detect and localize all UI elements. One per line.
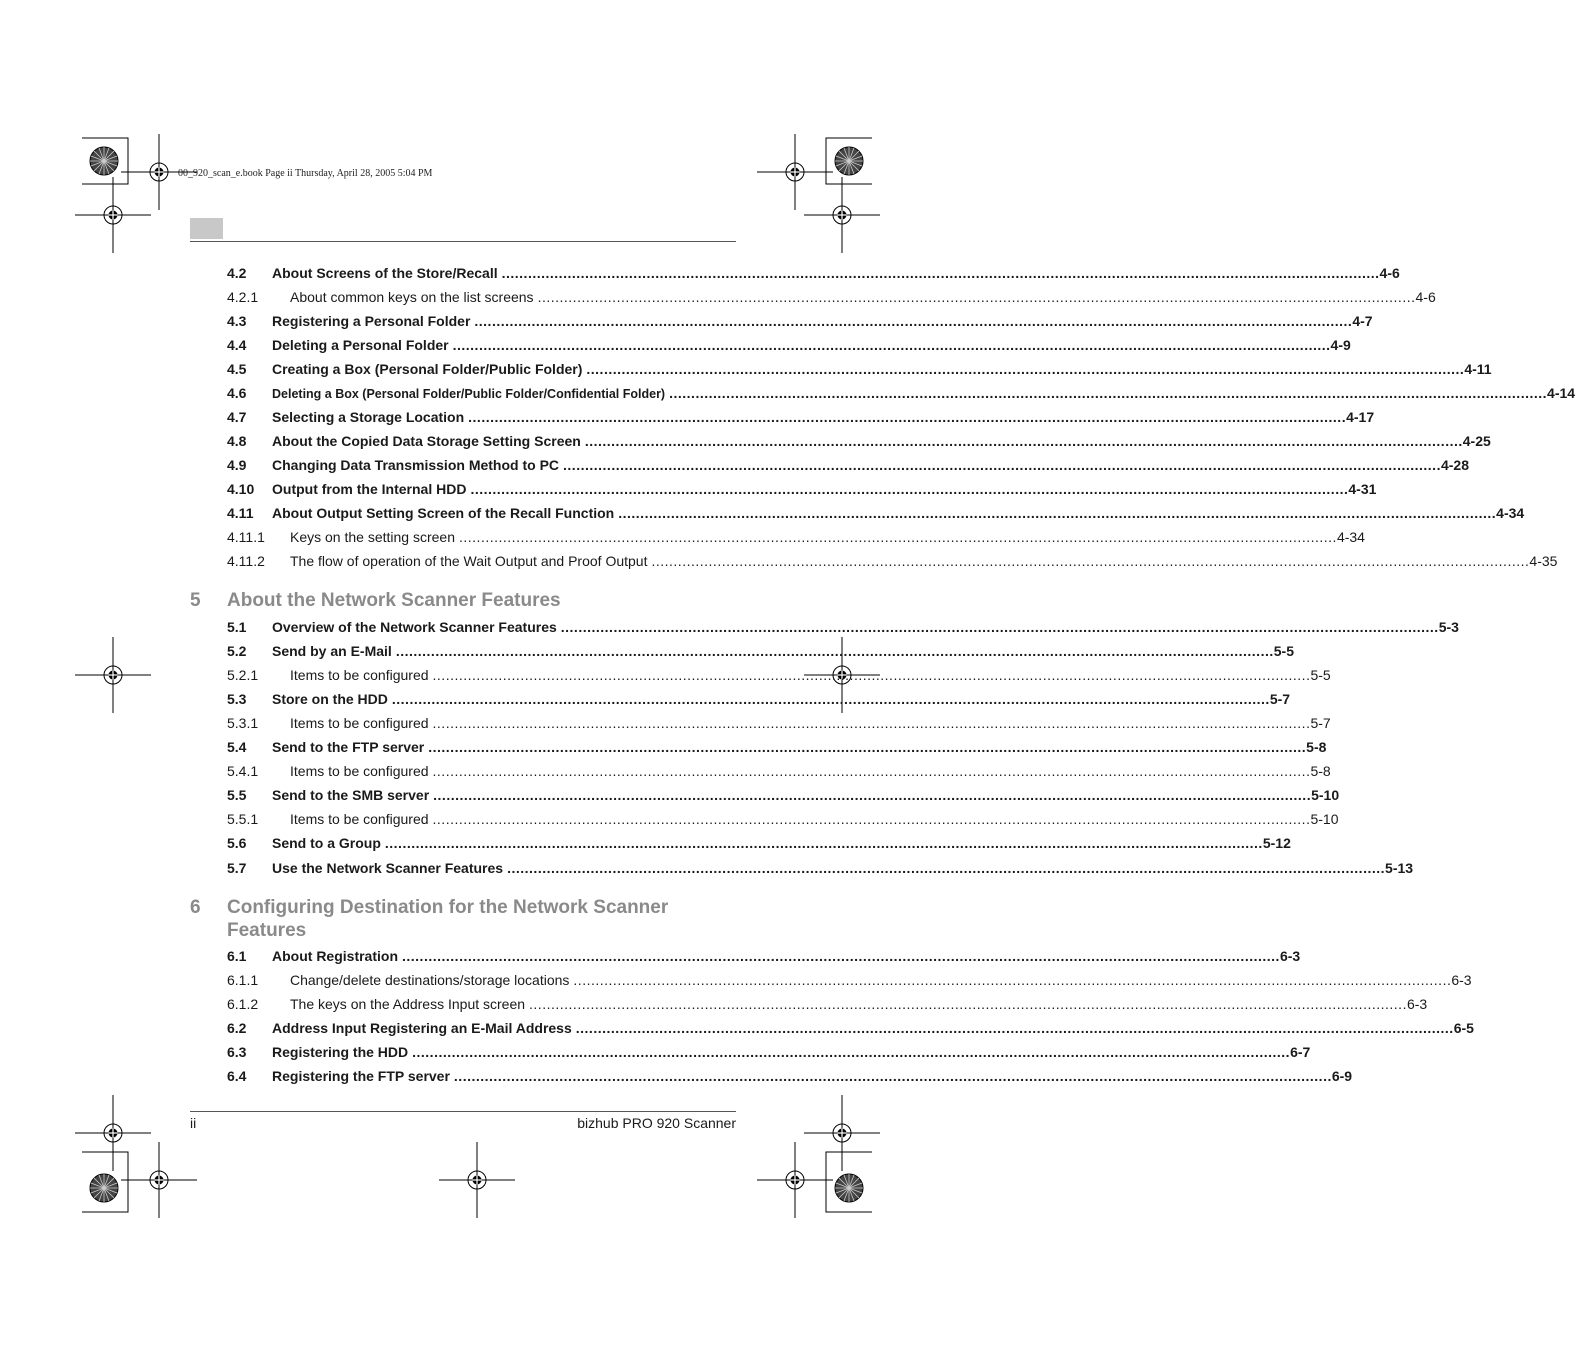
toc-dot-leader: ........................................................................................................................................................................................................ — [395, 643, 1274, 659]
toc-entry-page: 6-3 — [1451, 972, 1472, 988]
toc-entry-page: 4-9 — [1330, 337, 1351, 353]
toc-entry[interactable] — [227, 481, 1377, 501]
toc-entry-title: Store on the HDD — [272, 691, 388, 707]
toc-entry-page: 5-3 — [1438, 619, 1459, 635]
toc-entry-number: 4.7 — [227, 409, 247, 425]
toc-entry[interactable] — [227, 996, 1428, 1016]
toc-entry-page: 6-3 — [1406, 996, 1428, 1012]
chapter-title: About the Network Scanner Features — [227, 590, 561, 611]
toc-dot-leader: ........................................................................................................................................................................................................ — [432, 811, 1311, 827]
toc-entry[interactable] — [227, 337, 1351, 357]
toc-dot-leader: ........................................................................................................................................................................................................ — [391, 691, 1270, 707]
toc-entry-page: 5-10 — [1311, 787, 1340, 803]
toc-entry[interactable] — [227, 948, 1301, 968]
toc-entry-number: 4.3 — [227, 313, 247, 329]
toc-entry-title: Send to a Group — [272, 835, 381, 851]
page-tab-marker — [190, 218, 223, 239]
toc-entry-title: Send by an E-Mail — [272, 643, 392, 659]
toc-dot-leader: ........................................................................................................................................................................................................ — [453, 1068, 1332, 1084]
toc-dot-leader: ........................................................................................................................................................................................................ — [584, 433, 1463, 449]
toc-entry-number: 5.3 — [227, 691, 247, 707]
toc-entry-title: Changing Data Transmission Method to PC — [272, 457, 560, 473]
toc-entry-page: 4-35 — [1529, 553, 1558, 569]
toc-entry-title: Change/delete destinations/storage locations — [290, 972, 570, 988]
toc-entry-number: 6.1.2 — [227, 996, 259, 1012]
toc-dot-leader: ........................................................................................................................................................................................................ — [586, 361, 1465, 377]
toc-entry-title: Send to the SMB server — [272, 787, 430, 803]
toc-entry[interactable] — [227, 667, 1331, 687]
toc-entry-title: Registering the FTP server — [272, 1068, 450, 1084]
toc-entry-page: 6-7 — [1290, 1044, 1311, 1060]
toc-entry-number: 4.9 — [227, 457, 247, 473]
toc-dot-leader: ........................................................................................................................................................................................................ — [432, 667, 1311, 683]
toc-dot-leader: ........................................................................................................................................................................................................ — [428, 739, 1307, 755]
toc-dot-leader: ........................................................................................................................................................................................................ — [433, 787, 1312, 803]
toc-entry-title: The flow of operation of the Wait Output and Proof Output — [290, 553, 648, 569]
toc-entry[interactable] — [227, 433, 1491, 453]
toc-dot-leader: ........................................................................................................................................................................................................ — [501, 265, 1380, 281]
toc-entry-title: About Screens of the Store/Recall — [272, 265, 498, 281]
toc-entry-number: 4.11.1 — [227, 529, 265, 545]
toc-entry[interactable] — [227, 313, 1373, 333]
toc-entry[interactable] — [227, 409, 1375, 429]
toc-entry-title: About the Copied Data Storage Setting Screen — [272, 433, 581, 449]
toc-entry-page: 5-7 — [1310, 715, 1331, 731]
toc-entry-title: About common keys on the list screens — [290, 289, 534, 305]
toc-entry[interactable] — [227, 860, 1414, 880]
chapter-number: 6 — [190, 897, 201, 918]
toc-dot-leader: ........................................................................................................................................................................................................ — [412, 1044, 1291, 1060]
toc-entry-page: 5-7 — [1269, 691, 1291, 707]
toc-entry-title: Items to be configured — [290, 811, 429, 827]
toc-entry-number: 6.3 — [227, 1044, 247, 1060]
toc-entry-title: Registering a Personal Folder — [272, 313, 471, 329]
toc-entry-number: 6.1 — [227, 948, 247, 964]
toc-entry-page: 4-25 — [1462, 433, 1491, 449]
toc-dot-leader: ........................................................................................................................................................................................................ — [560, 619, 1439, 635]
toc-entry-number: 5.4.1 — [227, 763, 259, 779]
toc-entry[interactable] — [227, 289, 1436, 309]
toc-dot-leader: ........................................................................................................................................................................................................ — [618, 505, 1497, 521]
toc-entry-title: Keys on the setting screen — [290, 529, 455, 545]
toc-entry[interactable] — [227, 811, 1339, 831]
toc-entry[interactable] — [227, 619, 1459, 639]
toc-entry-title: Items to be configured — [290, 667, 429, 683]
toc-entry-page: 6-5 — [1453, 1020, 1474, 1036]
toc-entry[interactable] — [227, 835, 1291, 855]
toc-entry[interactable] — [227, 1068, 1353, 1088]
toc-entry-title: Address Input Registering an E-Mail Address — [272, 1020, 572, 1036]
toc-entry-title: Deleting a Box (Personal Folder/Public Folder/Confidential Folder) — [272, 387, 666, 401]
toc-entry-page: 4-31 — [1348, 481, 1377, 497]
toc-entry[interactable] — [227, 643, 1294, 663]
print-info-line: 00_920_scan_e.book Page ii Thursday, April 28, 2005 5:04 PM — [178, 168, 433, 179]
toc-entry-number: 5.1 — [227, 619, 247, 635]
toc-entry[interactable] — [227, 691, 1291, 711]
toc-entry-number: 4.10 — [227, 481, 255, 497]
footer-product-name: bizhub PRO 920 Scanner — [577, 1115, 736, 1131]
toc-dot-leader: ........................................................................................................................................................................................................ — [563, 457, 1441, 473]
toc-dot-leader: ........................................................................................................................................................................................................ — [474, 313, 1353, 329]
toc-dot-leader: ........................................................................................................................................................................................................ — [573, 972, 1452, 988]
toc-entry-title: The keys on the Address Input screen — [290, 996, 526, 1012]
toc-entry-number: 4.2.1 — [227, 289, 259, 305]
header-rule — [190, 241, 736, 242]
toc-entry-title: About Output Setting Screen of the Recall Function — [272, 505, 615, 521]
toc-entry-page: 6-3 — [1279, 948, 1301, 964]
toc-dot-leader: ........................................................................................................................................................................................................ — [575, 1020, 1454, 1036]
toc-entry-number: 6.4 — [227, 1068, 247, 1084]
toc-entry[interactable] — [227, 739, 1327, 759]
toc-entry-page: 5-10 — [1310, 811, 1339, 827]
toc-entry-number: 6.2 — [227, 1020, 247, 1036]
toc-entry[interactable] — [227, 787, 1340, 807]
toc-entry-number: 4.4 — [227, 337, 247, 353]
toc-entry-title: Items to be configured — [290, 763, 429, 779]
toc-entry-number: 5.3.1 — [227, 715, 259, 731]
toc-dot-leader: ........................................................................................................................................................................................................ — [384, 835, 1263, 851]
toc-entry-number: 5.7 — [227, 860, 247, 876]
toc-entry-number: 5.6 — [227, 835, 247, 851]
toc-entry-number: 4.6 — [227, 385, 247, 401]
toc-entry-page: 5-5 — [1273, 643, 1294, 659]
chapter-number: 5 — [190, 590, 201, 611]
toc-entry-page: 6-9 — [1331, 1068, 1353, 1084]
toc-entry[interactable] — [227, 457, 1469, 477]
toc-dot-leader: ........................................................................................................................................................................................................ — [402, 948, 1280, 964]
toc-entry-number: 4.8 — [227, 433, 247, 449]
toc-dot-leader: ........................................................................................................................................................................................................ — [537, 289, 1416, 305]
toc-entry-title: Use the Network Scanner Features — [272, 860, 504, 876]
toc-entry-number: 5.2.1 — [227, 667, 259, 683]
toc-entry-page: 4-34 — [1336, 529, 1365, 545]
toc-entry-title: Deleting a Personal Folder — [272, 337, 449, 353]
toc-entry-page: 4-6 — [1415, 289, 1436, 305]
toc-entry-number: 4.5 — [227, 361, 247, 377]
toc-entry-page: 5-13 — [1385, 860, 1414, 876]
toc-entry-number: 5.5.1 — [227, 811, 259, 827]
toc-entry-title: Send to the FTP server — [272, 739, 425, 755]
toc-entry-title: Items to be configured — [290, 715, 429, 731]
toc-dot-leader: ........................................................................................................................................................................................................ — [468, 409, 1347, 425]
toc-entry-number: 6.1.1 — [227, 972, 259, 988]
toc-entry[interactable] — [227, 265, 1400, 285]
toc-entry[interactable] — [227, 529, 1365, 549]
toc-dot-leader: ........................................................................................................................................................................................................ — [452, 337, 1331, 353]
toc-dot-leader: ........................................................................................................................................................................................................ — [651, 553, 1530, 569]
toc-entry[interactable] — [227, 385, 1575, 405]
toc-entry-page: 4-17 — [1346, 409, 1375, 425]
toc-entry[interactable] — [227, 361, 1492, 381]
toc-entry[interactable] — [227, 715, 1331, 735]
toc-entry-page: 5-8 — [1310, 763, 1331, 779]
toc-entry[interactable] — [227, 505, 1525, 525]
toc-dot-leader: ........................................................................................................................................................................................................ — [432, 715, 1311, 731]
toc-entry-page: 5-8 — [1306, 739, 1327, 755]
toc-dot-leader: ........................................................................................................................................................................................................ — [459, 529, 1337, 545]
toc-entry-title: About Registration — [272, 948, 398, 964]
toc-entry-title: Selecting a Storage Location — [272, 409, 465, 425]
toc-dot-leader: ........................................................................................................................................................................................................ — [669, 385, 1548, 401]
toc-entry-page: 4-34 — [1496, 505, 1525, 521]
toc-dot-leader: ........................................................................................................................................................................................................ — [470, 481, 1349, 497]
toc-entry-title: Creating a Box (Personal Folder/Public Folder) — [272, 361, 583, 377]
toc-entry-number: 4.11 — [227, 505, 254, 521]
toc-entry[interactable] — [227, 972, 1472, 992]
toc-entry-title: Output from the Internal HDD — [272, 481, 467, 497]
toc-dot-leader: ........................................................................................................................................................................................................ — [432, 763, 1311, 779]
toc-entry[interactable] — [227, 1020, 1474, 1040]
toc-entry-page: 4-6 — [1379, 265, 1400, 281]
toc-entry-number: 4.11.2 — [227, 553, 265, 569]
toc-entry-number: 5.2 — [227, 643, 247, 659]
chapter-title: Configuring Destination for the Network Scanner Features — [227, 897, 669, 941]
toc-entry-page: 5-5 — [1310, 667, 1331, 683]
toc-dot-leader: ........................................................................................................................................................................................................ — [507, 860, 1386, 876]
toc-entry-page: 4-7 — [1352, 313, 1373, 329]
toc-entry[interactable] — [227, 763, 1331, 783]
toc-entry-number: 5.5 — [227, 787, 247, 803]
toc-entry[interactable] — [227, 553, 1558, 573]
toc-entry-number: 4.2 — [227, 265, 247, 281]
toc-entry-number: 5.4 — [227, 739, 247, 755]
toc-entry[interactable] — [227, 1044, 1311, 1064]
toc-entry-page: 4-14 — [1547, 385, 1575, 401]
toc-entry-page: 4-11 — [1464, 361, 1492, 377]
toc-entry-page: 4-28 — [1440, 457, 1469, 473]
toc-entry-title: Registering the HDD — [272, 1044, 409, 1060]
footer-page-number: ii — [190, 1115, 197, 1131]
toc-entry-page: 5-12 — [1262, 835, 1291, 851]
footer-rule — [190, 1111, 736, 1112]
toc-entry-title: Overview of the Network Scanner Features — [272, 619, 557, 635]
toc-dot-leader: ........................................................................................................................................................................................................ — [529, 996, 1407, 1012]
